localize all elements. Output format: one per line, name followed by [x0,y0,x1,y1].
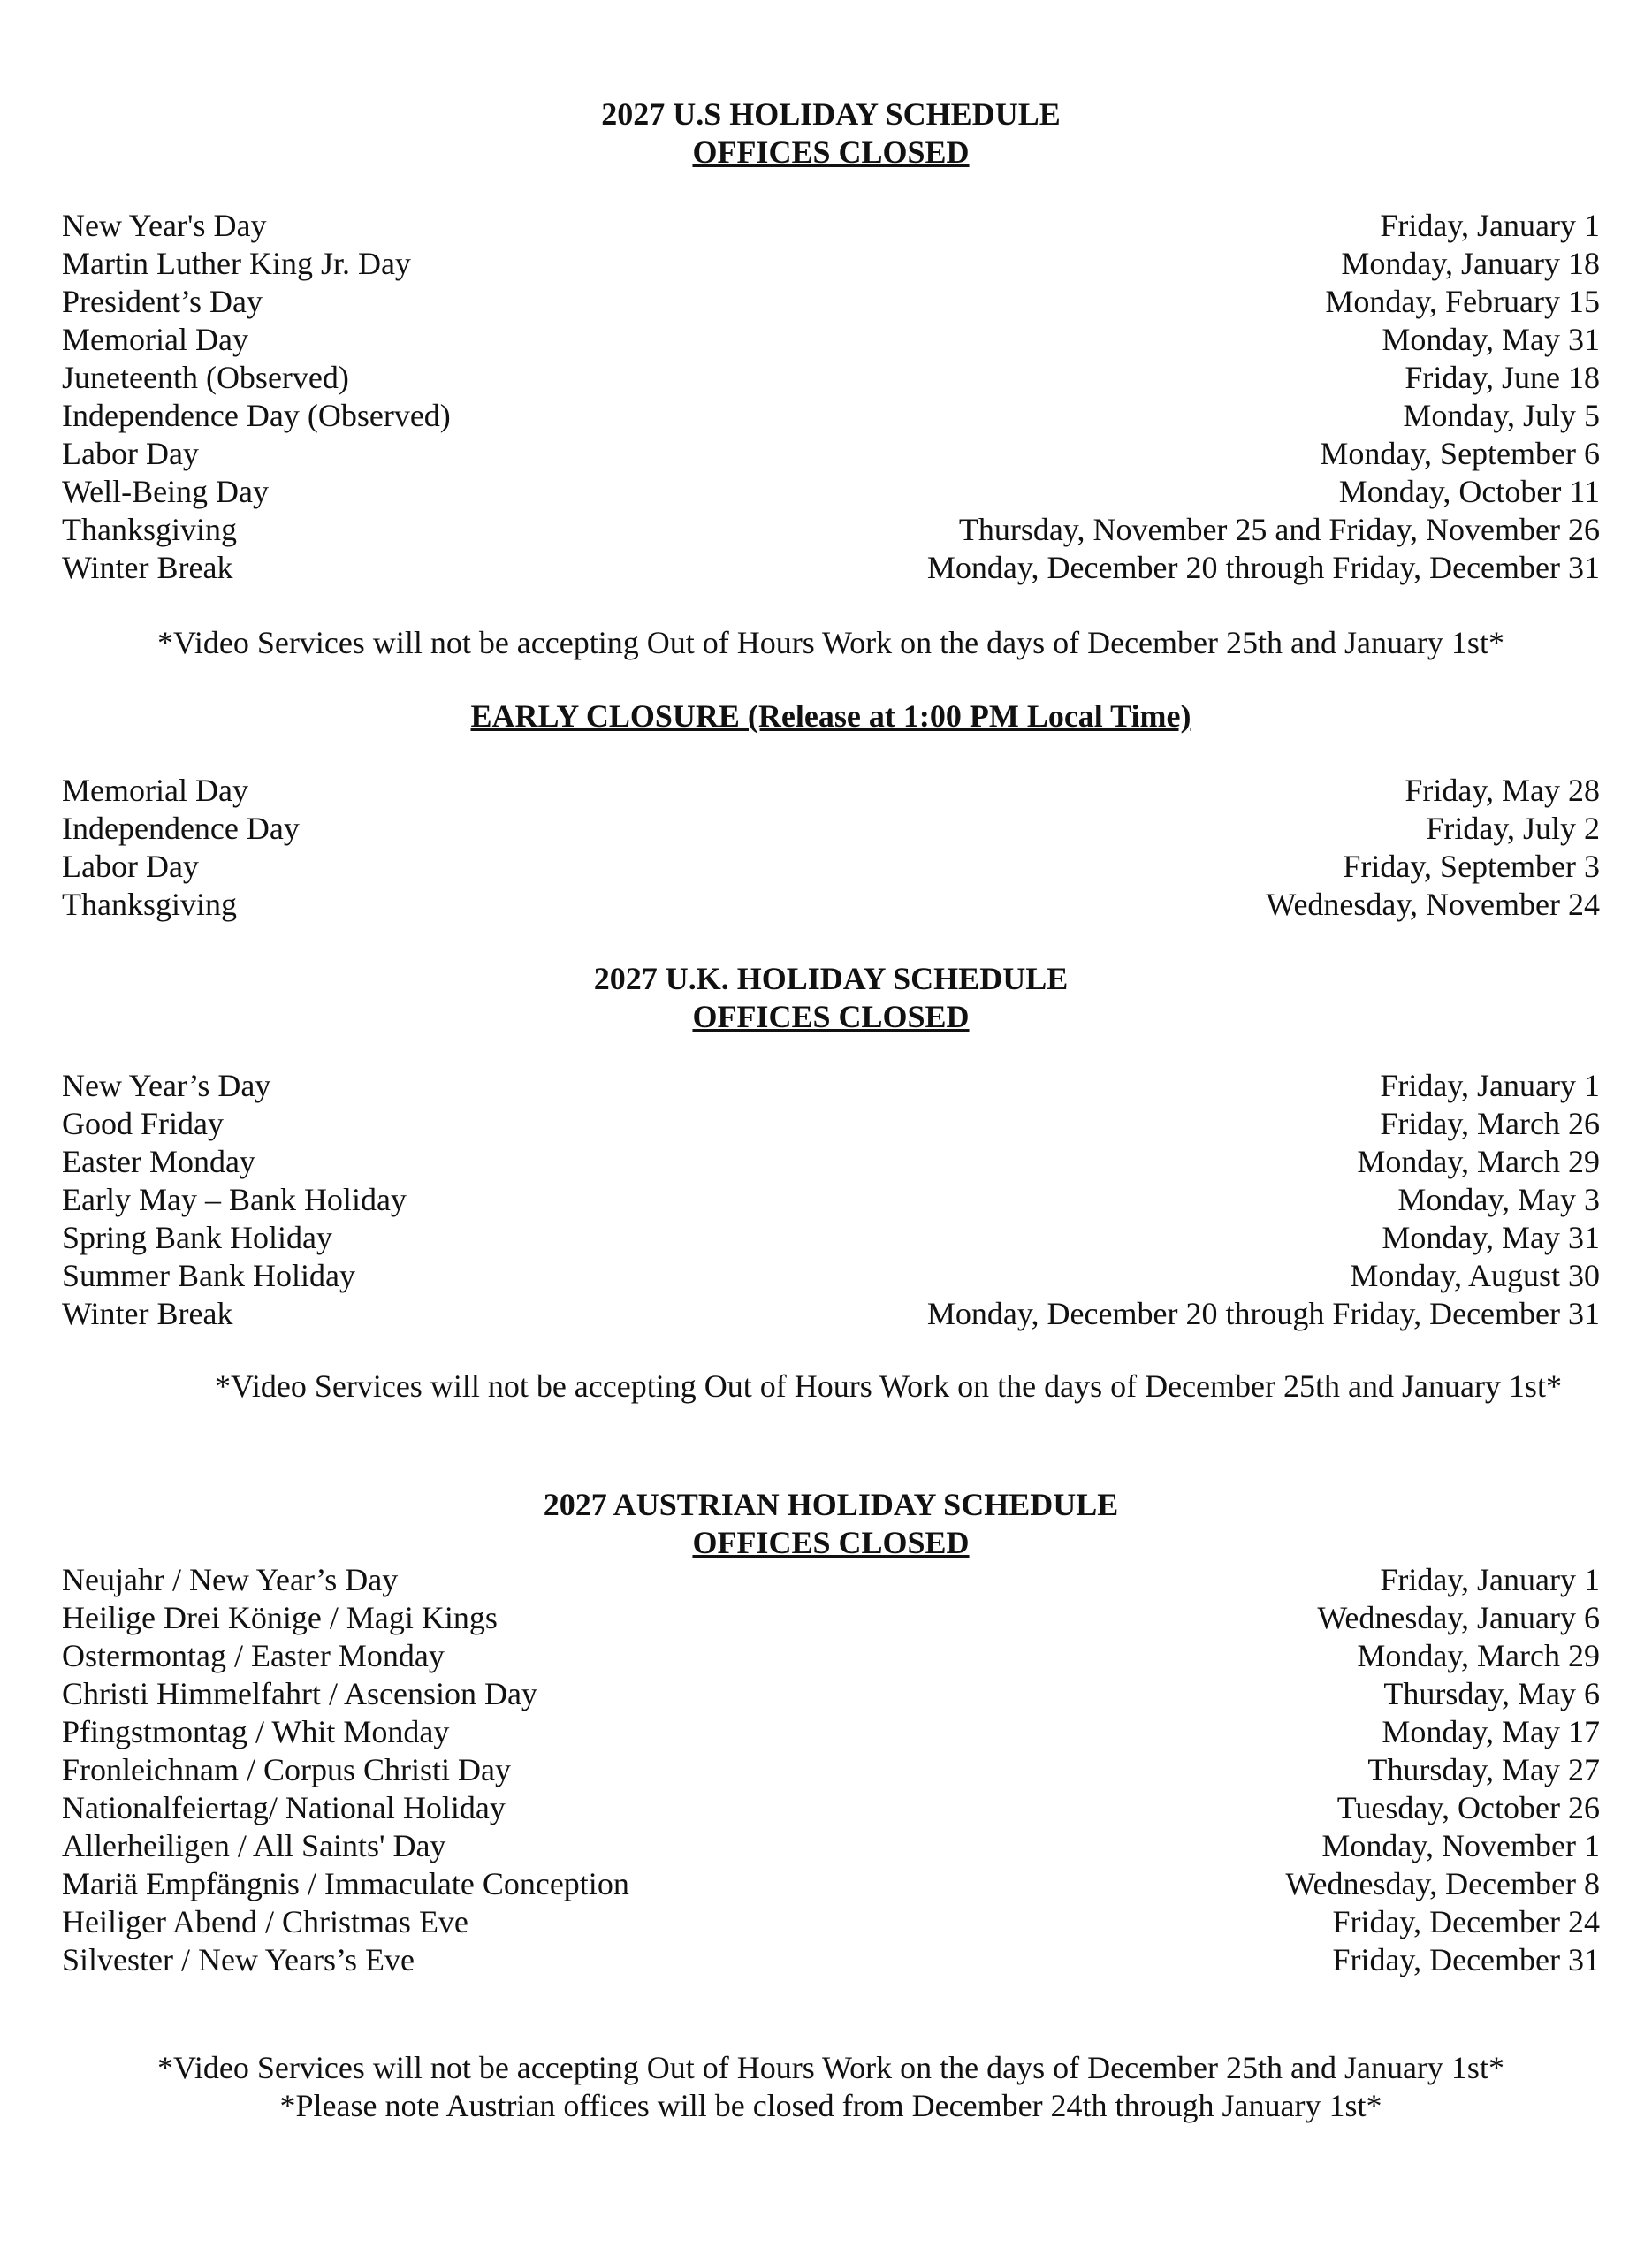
uk-section [62,960,1600,1036]
holiday-date: Friday, December 24 [1332,1904,1600,1939]
uk-holiday-list [62,1067,1600,1333]
us-holiday-row [62,359,1600,397]
holiday-date: Monday, August 30 [1350,1258,1600,1293]
early-closure-list [62,772,1600,924]
holiday-date: Friday, September 3 [1343,849,1600,884]
uk-holiday-row [62,1105,1600,1143]
holiday-name: Heiliger Abend / Christmas Eve [62,1904,468,1939]
early-closure-title: EARLY CLOSURE (Release at 1:00 PM Local Time) [470,698,1191,734]
holiday-date: Monday, December 20 through Friday, December 31 [926,1296,1600,1331]
us-holiday-list [62,207,1600,587]
holiday-name: Independence Day [62,811,300,846]
holiday-date: Monday, December 20 through Friday, December 31 [926,550,1600,585]
holiday-date: Friday, January 1 [1380,1562,1600,1597]
early-closure-section [62,697,1600,735]
holiday-name: New Year's Day [62,208,267,243]
austria-holiday-row [62,1827,1600,1865]
us-holiday-row [62,435,1600,473]
austria-holiday-row [62,1941,1600,1979]
holiday-name: Independence Day (Observed) [62,398,451,433]
holiday-name: Memorial Day [62,773,248,808]
austria-section [62,1486,1600,1562]
holiday-date: Monday, May 3 [1397,1182,1600,1217]
holiday-name: Allerheiligen / All Saints' Day [62,1828,446,1863]
holiday-name: New Year’s Day [62,1068,271,1103]
austria-holiday-list [62,1561,1600,1979]
holiday-name: Mariä Empfängnis / Immaculate Conception [62,1866,629,1901]
holiday-name: Fronleichnam / Corpus Christi Day [62,1752,511,1787]
uk-holiday-row [62,1143,1600,1181]
uk-holiday-row [62,1257,1600,1295]
holiday-name: Easter Monday [62,1144,255,1179]
us-note: *Video Services will not be accepting Out of Hours Work on the days of December 25th and January 1st* [157,625,1504,660]
holiday-date: Friday, June 18 [1405,360,1600,395]
holiday-name: Early May – Bank Holiday [62,1182,407,1217]
uk-note: *Video Services will not be accepting Out of Hours Work on the days of December 25th and January 1st* [215,1368,1562,1404]
us-title: 2027 U.S HOLIDAY SCHEDULE [601,96,1061,132]
holiday-date: Wednesday, December 8 [1285,1866,1600,1901]
us-holiday-row [62,283,1600,321]
holiday-date: Monday, October 11 [1338,474,1600,509]
austria-holiday-row [62,1789,1600,1827]
us-holiday-row [62,549,1600,587]
uk-note-block [62,1368,1600,1406]
holiday-name: Heilige Drei Könige / Magi Kings [62,1600,498,1635]
holiday-name: Ostermontag / Easter Monday [62,1638,445,1673]
holiday-date: Monday, July 5 [1403,398,1600,433]
uk-holiday-row [62,1181,1600,1219]
holiday-date: Thursday, May 27 [1367,1752,1600,1787]
holiday-date: Wednesday, January 6 [1317,1600,1600,1635]
early-holiday-row [62,772,1600,810]
uk-holiday-row [62,1219,1600,1257]
us-holiday-row [62,397,1600,435]
austria-holiday-row [62,1751,1600,1789]
uk-holiday-row [62,1067,1600,1105]
holiday-date: Friday, July 2 [1426,811,1600,846]
us-holiday-row [62,321,1600,359]
austria-holiday-row [62,1637,1600,1675]
uk-subtitle: OFFICES CLOSED [692,999,970,1034]
holiday-date: Friday, May 28 [1405,773,1600,808]
holiday-name: Neujahr / New Year’s Day [62,1562,399,1597]
us-section [62,95,1600,171]
austria-notes-block [62,2049,1600,2125]
holiday-name: Martin Luther King Jr. Day [62,246,411,281]
holiday-date: Monday, February 15 [1325,284,1600,319]
holiday-name: Silvester / New Years’s Eve [62,1942,415,1977]
uk-title: 2027 U.K. HOLIDAY SCHEDULE [593,961,1069,996]
austria-note-closure: *Please note Austrian offices will be closed from December 24th through January 1st* [279,2088,1382,2123]
holiday-name: Summer Bank Holiday [62,1258,355,1293]
holiday-date: Monday, September 6 [1320,436,1600,471]
holiday-date: Monday, May 31 [1382,1220,1600,1255]
holiday-name: Spring Bank Holiday [62,1220,332,1255]
holiday-name: Labor Day [62,436,199,471]
us-subtitle: OFFICES CLOSED [692,134,970,170]
austria-note-video: *Video Services will not be accepting Out of Hours Work on the days of December 25th and January 1st* [157,2050,1504,2085]
holiday-name: Thanksgiving [62,887,237,922]
us-holiday-row [62,511,1600,549]
holiday-name: Juneteenth (Observed) [62,360,349,395]
holiday-name: Nationalfeiertag/ National Holiday [62,1790,506,1825]
austria-holiday-row [62,1599,1600,1637]
holiday-date: Friday, March 26 [1380,1106,1600,1141]
us-note-block [62,624,1600,662]
holiday-date: Thursday, November 25 and Friday, November 26 [958,512,1600,547]
austria-holiday-row [62,1561,1600,1599]
early-holiday-row [62,810,1600,848]
holiday-name: Winter Break [62,1296,233,1331]
holiday-name: Good Friday [62,1106,224,1141]
holiday-name: Memorial Day [62,322,248,357]
holiday-date: Monday, May 17 [1382,1714,1600,1749]
us-holiday-row [62,473,1600,511]
holiday-date: Friday, January 1 [1380,208,1600,243]
holiday-date: Monday, March 29 [1357,1638,1600,1673]
austria-subtitle: OFFICES CLOSED [692,1525,970,1560]
austria-title: 2027 AUSTRIAN HOLIDAY SCHEDULE [543,1487,1119,1522]
austria-holiday-row [62,1865,1600,1903]
uk-holiday-row [62,1295,1600,1333]
holiday-name: Christi Himmelfahrt / Ascension Day [62,1676,537,1711]
holiday-date: Friday, December 31 [1332,1942,1600,1977]
holiday-name: President’s Day [62,284,263,319]
holiday-date: Monday, March 29 [1357,1144,1600,1179]
holiday-date: Monday, January 18 [1341,246,1600,281]
holiday-name: Winter Break [62,550,233,585]
early-holiday-row [62,848,1600,886]
holiday-date: Monday, May 31 [1382,322,1600,357]
holiday-date: Friday, January 1 [1380,1068,1600,1103]
austria-holiday-row [62,1903,1600,1941]
early-holiday-row [62,886,1600,924]
holiday-date: Thursday, May 6 [1383,1676,1600,1711]
holiday-date: Wednesday, November 24 [1266,887,1600,922]
us-holiday-row [62,207,1600,245]
holiday-name: Pfingstmontag / Whit Monday [62,1714,450,1749]
holiday-name: Labor Day [62,849,199,884]
austria-holiday-row [62,1675,1600,1713]
austria-holiday-row [62,1713,1600,1751]
us-holiday-row [62,245,1600,283]
holiday-date: Monday, November 1 [1321,1828,1600,1863]
holiday-name: Well-Being Day [62,474,270,509]
holiday-date: Tuesday, October 26 [1336,1790,1600,1825]
holiday-name: Thanksgiving [62,512,237,547]
